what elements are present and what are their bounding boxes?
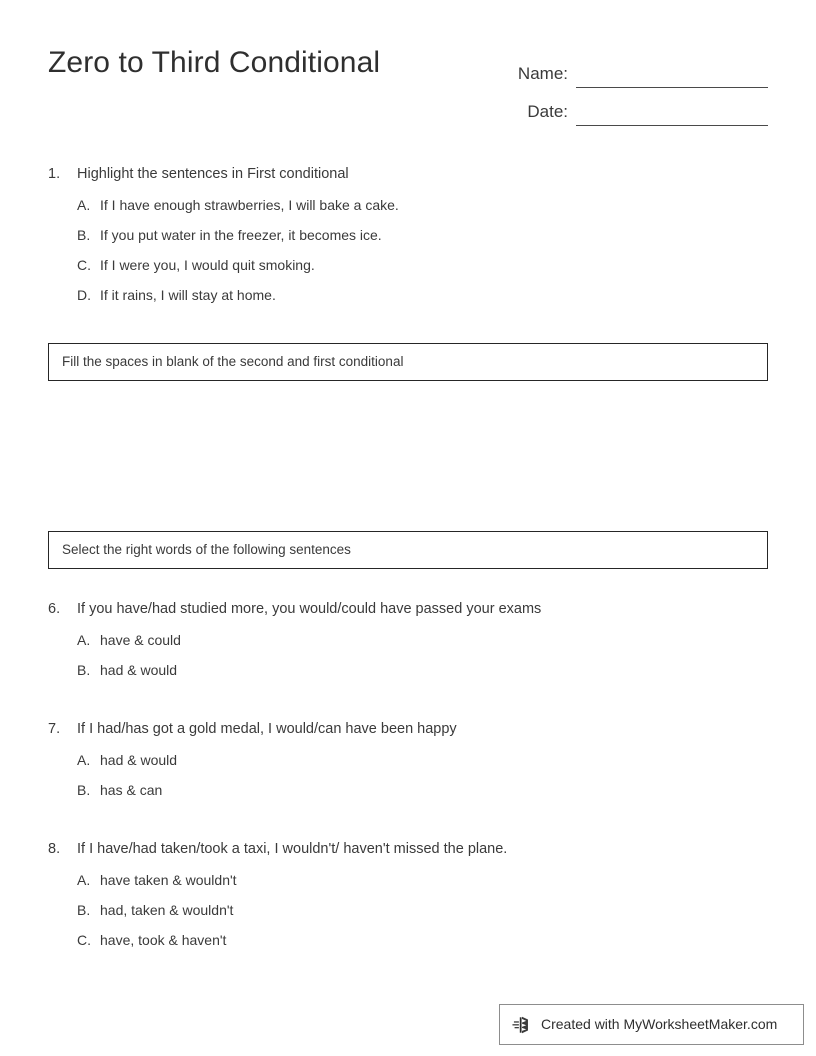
- question-8: [48, 839, 768, 950]
- question-text: If I had/has got a gold medal, I would/can have been happy: [77, 721, 457, 737]
- question-text: Highlight the sentences in First conditional: [77, 166, 349, 182]
- option-label: If I have enough strawberries, I will bake a cake.: [100, 197, 399, 213]
- option-label: If you put water in the freezer, it becomes ice.: [100, 227, 382, 243]
- option-label: had & would: [100, 662, 178, 678]
- option-letter: C.: [77, 257, 91, 273]
- question-number: 6.: [48, 601, 61, 617]
- option-label: have taken & wouldn't: [100, 872, 237, 888]
- date-field-row: [500, 88, 768, 126]
- question-options: [48, 196, 768, 305]
- question-number: 1.: [48, 166, 61, 182]
- question-6: [48, 599, 768, 680]
- question-options: [48, 871, 768, 950]
- page-title: Zero to Third Conditional: [48, 46, 381, 79]
- question-prompt: [48, 719, 768, 739]
- option-a[interactable]: [48, 196, 768, 215]
- option-letter: B.: [77, 227, 91, 243]
- question-prompt: [48, 599, 768, 619]
- instruction-box-2: [48, 531, 768, 569]
- option-b[interactable]: [48, 901, 768, 920]
- option-label: had, taken & wouldn't: [100, 902, 234, 918]
- name-field-label: Name:: [517, 64, 568, 83]
- question-options: [48, 751, 768, 800]
- worksheet-header: [48, 44, 768, 124]
- name-field-row: [500, 50, 768, 88]
- instruction-text: Fill the spaces in blank of the second and first conditional: [62, 354, 404, 369]
- question-text: If you have/had studied more, you would/could have passed your exams: [77, 601, 542, 617]
- question-number: 8.: [48, 841, 61, 857]
- question-prompt: [48, 839, 768, 859]
- option-c[interactable]: [48, 256, 768, 275]
- footer-attribution-badge[interactable]: [499, 1004, 804, 1045]
- option-letter: B.: [77, 662, 91, 678]
- myworksheetmaker-logo-icon: [511, 1014, 533, 1036]
- question-number: 7.: [48, 721, 61, 737]
- option-label: had & would: [100, 752, 178, 768]
- option-a[interactable]: [48, 631, 768, 650]
- option-b[interactable]: [48, 661, 768, 680]
- footer-attribution-text: Created with MyWorksheetMaker.com: [541, 1016, 778, 1032]
- option-letter: C.: [77, 932, 91, 948]
- question-options: [48, 631, 768, 680]
- option-label: If I were you, I would quit smoking.: [100, 257, 315, 273]
- option-a[interactable]: [48, 751, 768, 770]
- student-info-fields: [500, 50, 768, 126]
- option-label: If it rains, I will stay at home.: [100, 287, 276, 303]
- option-letter: B.: [77, 782, 91, 798]
- date-field-input[interactable]: [576, 103, 768, 126]
- option-letter: A.: [77, 197, 91, 213]
- question-prompt: [48, 164, 768, 184]
- option-b[interactable]: [48, 781, 768, 800]
- question-7: [48, 719, 768, 800]
- option-letter: D.: [77, 287, 91, 303]
- option-b[interactable]: [48, 226, 768, 245]
- option-letter: A.: [77, 632, 91, 648]
- option-label: have, took & haven't: [100, 932, 227, 948]
- date-field-label: Date:: [527, 102, 568, 121]
- option-letter: B.: [77, 902, 91, 918]
- option-a[interactable]: [48, 871, 768, 890]
- option-letter: A.: [77, 752, 91, 768]
- option-label: have & could: [100, 632, 181, 648]
- instruction-box-1: [48, 343, 768, 381]
- option-letter: A.: [77, 872, 91, 888]
- question-text: If I have/had taken/took a taxi, I wouldn't/ haven't missed the plane.: [77, 841, 508, 857]
- question-1: [48, 164, 768, 305]
- option-c[interactable]: [48, 931, 768, 950]
- option-label: has & can: [100, 782, 163, 798]
- instruction-text: Select the right words of the following sentences: [62, 542, 351, 557]
- option-d[interactable]: [48, 286, 768, 305]
- name-field-input[interactable]: [576, 65, 768, 88]
